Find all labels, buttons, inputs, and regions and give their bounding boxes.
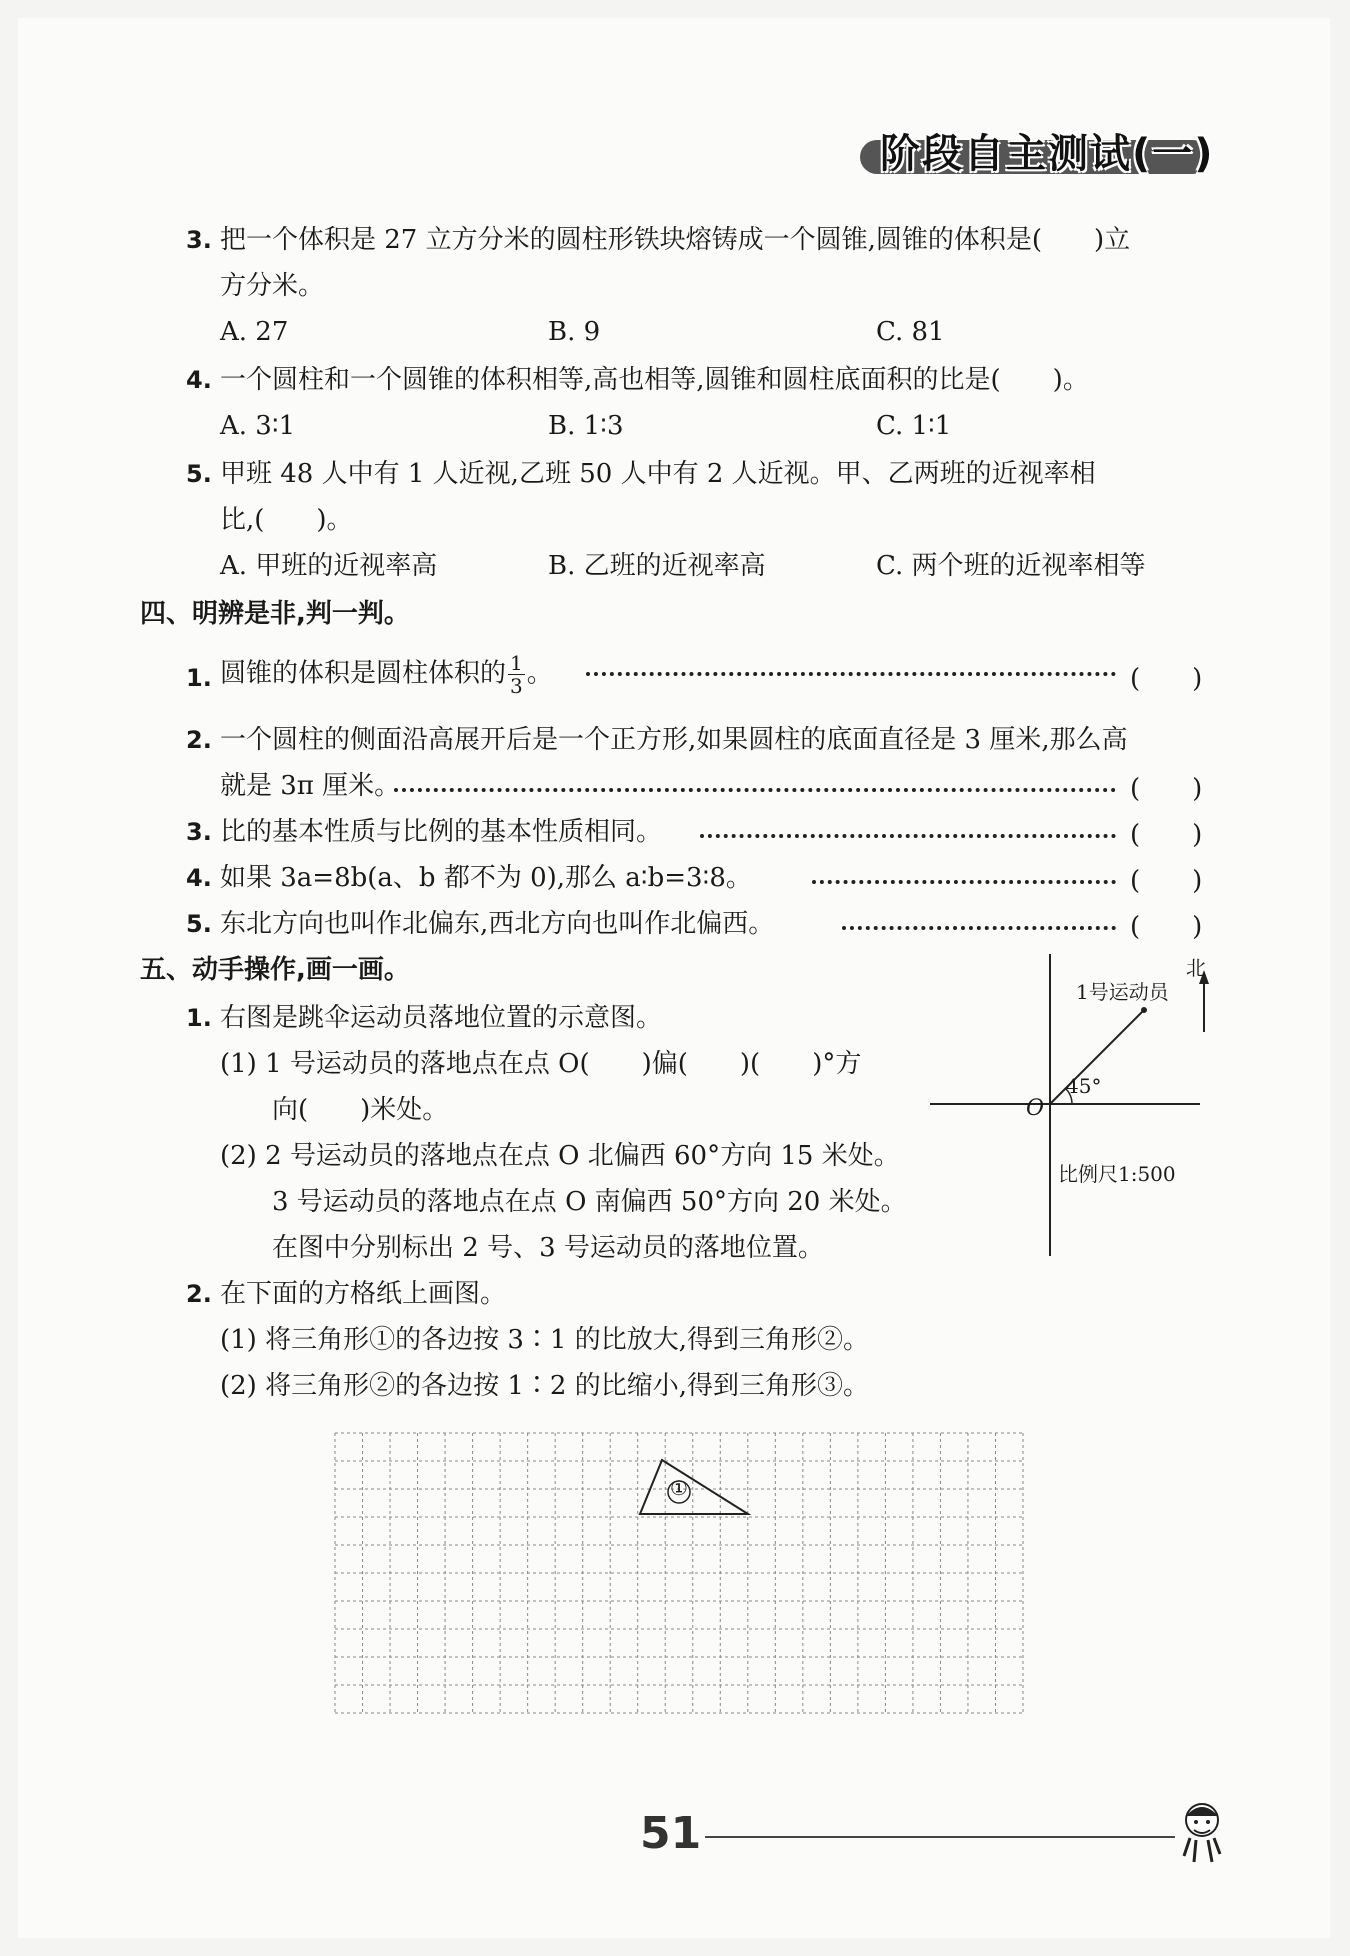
q4-option-c: C. 1∶1 [876, 411, 952, 441]
s4-item1-text: 圆锥的体积是圆柱体积的 $\frac{1}{3}$ 。 [220, 651, 553, 698]
s4-item3-text: 比的基本性质与比例的基本性质相同。 [220, 817, 663, 847]
section4-title: 四、明辨是非,判一判。 [140, 599, 410, 629]
angle-label: 45° [1066, 1074, 1102, 1098]
s5-q1-p2-line2: 3 号运动员的落地点在点 O 南偏西 50°方向 20 米处。 [272, 1187, 907, 1217]
s5-q1-p1-line1: (1) 1 号运动员的落地点在点 O( )偏( )( )°方 [220, 1049, 862, 1079]
s4-item1-number: 1. [186, 664, 212, 692]
q5-option-a: A. 甲班的近视率高 [220, 551, 438, 581]
s5-q1-p2-line1: (2) 2 号运动员的落地点在点 O 北偏西 60°方向 15 米处。 [220, 1141, 900, 1171]
s4-item2-answer[interactable]: ( ) [1130, 774, 1203, 804]
fraction-one-third: $\frac{1}{3}$ [510, 651, 523, 698]
q5-number: 5. [186, 460, 212, 488]
leader-dots [812, 880, 1116, 884]
q4-option-b: B. 1∶3 [548, 411, 624, 441]
q3-option-b: B. 9 [548, 317, 601, 347]
mascot-icon [1172, 1796, 1232, 1866]
s4-item3-number: 3. [186, 818, 212, 846]
s5-q2-p2: (2) 将三角形②的各边按 1∶2 的比缩小,得到三角形③。 [220, 1371, 869, 1401]
runner1-label: 1号运动员 [1076, 980, 1169, 1004]
scale-label: 比例尺1:500 [1058, 1162, 1176, 1186]
q3-option-a: A. 27 [220, 317, 289, 347]
leader-dots [394, 788, 1116, 792]
s5-q1-p2-line3: 在图中分别标出 2 号、3 号运动员的落地位置。 [272, 1233, 824, 1263]
s5-q1-p1-line2: 向( )米处。 [272, 1095, 449, 1125]
q3-number: 3. [186, 226, 212, 254]
footer-rule [705, 1836, 1175, 1838]
s4-item5-number: 5. [186, 910, 212, 938]
q5-line2: 比,( )。 [220, 505, 353, 535]
section5-title: 五、动手操作,画一画。 [140, 955, 410, 985]
s4-item4-text: 如果 3a=8b(a、b 都不为 0),那么 a∶b=3∶8。 [220, 863, 752, 893]
page-number: 51 [640, 1808, 702, 1859]
q5-option-c: C. 两个班的近视率相等 [876, 551, 1146, 581]
q5-option-b: B. 乙班的近视率高 [548, 551, 766, 581]
q4-number: 4. [186, 366, 212, 394]
origin-label: O [1026, 1096, 1045, 1121]
s4-item1-answer[interactable]: ( ) [1130, 664, 1203, 694]
leader-dots [586, 672, 1116, 676]
s4-item5-text: 东北方向也叫作北偏东,西北方向也叫作北偏西。 [220, 909, 775, 939]
s5-q1-text: 右图是跳伞运动员落地位置的示意图。 [220, 1003, 663, 1033]
s4-item3-answer[interactable]: ( ) [1130, 820, 1203, 850]
s4-item2-number: 2. [186, 726, 212, 754]
runner1-point [1141, 1007, 1147, 1013]
q5-line1: 甲班 48 人中有 1 人近视,乙班 50 人中有 2 人近视。甲、乙两班的近视率相 [220, 459, 1096, 489]
north-label: 北 [1186, 956, 1206, 980]
triangle-1-label: ① [670, 1476, 688, 1500]
s4-item1-pre: 圆锥的体积是圆柱体积的 [220, 658, 507, 689]
q4-line1: 一个圆柱和一个圆锥的体积相等,高也相等,圆锥和圆柱底面积的比是( )。 [220, 365, 1089, 395]
s4-item5-answer[interactable]: ( ) [1130, 912, 1203, 942]
header-title: 阶段自主测试(一) [880, 131, 1215, 177]
grid-paper[interactable] [334, 1432, 1024, 1714]
q3-line1: 把一个体积是 27 立方分米的圆柱形铁块熔铸成一个圆锥,圆锥的体积是( )立 [220, 225, 1131, 255]
q4-option-a: A. 3∶1 [220, 411, 296, 441]
triangle-1 [640, 1460, 748, 1514]
s4-item2-line2: 就是 3π 厘米。 [220, 771, 401, 801]
q3-option-c: C. 81 [876, 317, 945, 347]
s4-item2-line1: 一个圆柱的侧面沿高展开后是一个正方形,如果圆柱的底面直径是 3 厘米,那么高 [220, 725, 1128, 755]
leader-dots [842, 926, 1116, 930]
s5-q2-number: 2. [186, 1280, 212, 1308]
q3-line2: 方分米。 [220, 271, 325, 301]
leader-dots [700, 834, 1116, 838]
s4-item4-number: 4. [186, 864, 212, 892]
s5-q1-number: 1. [186, 1004, 212, 1032]
s4-item4-answer[interactable]: ( ) [1130, 866, 1203, 896]
s5-q2-text: 在下面的方格纸上画图。 [220, 1279, 507, 1309]
s5-q2-p1: (1) 将三角形①的各边按 3∶1 的比放大,得到三角形②。 [220, 1325, 869, 1355]
